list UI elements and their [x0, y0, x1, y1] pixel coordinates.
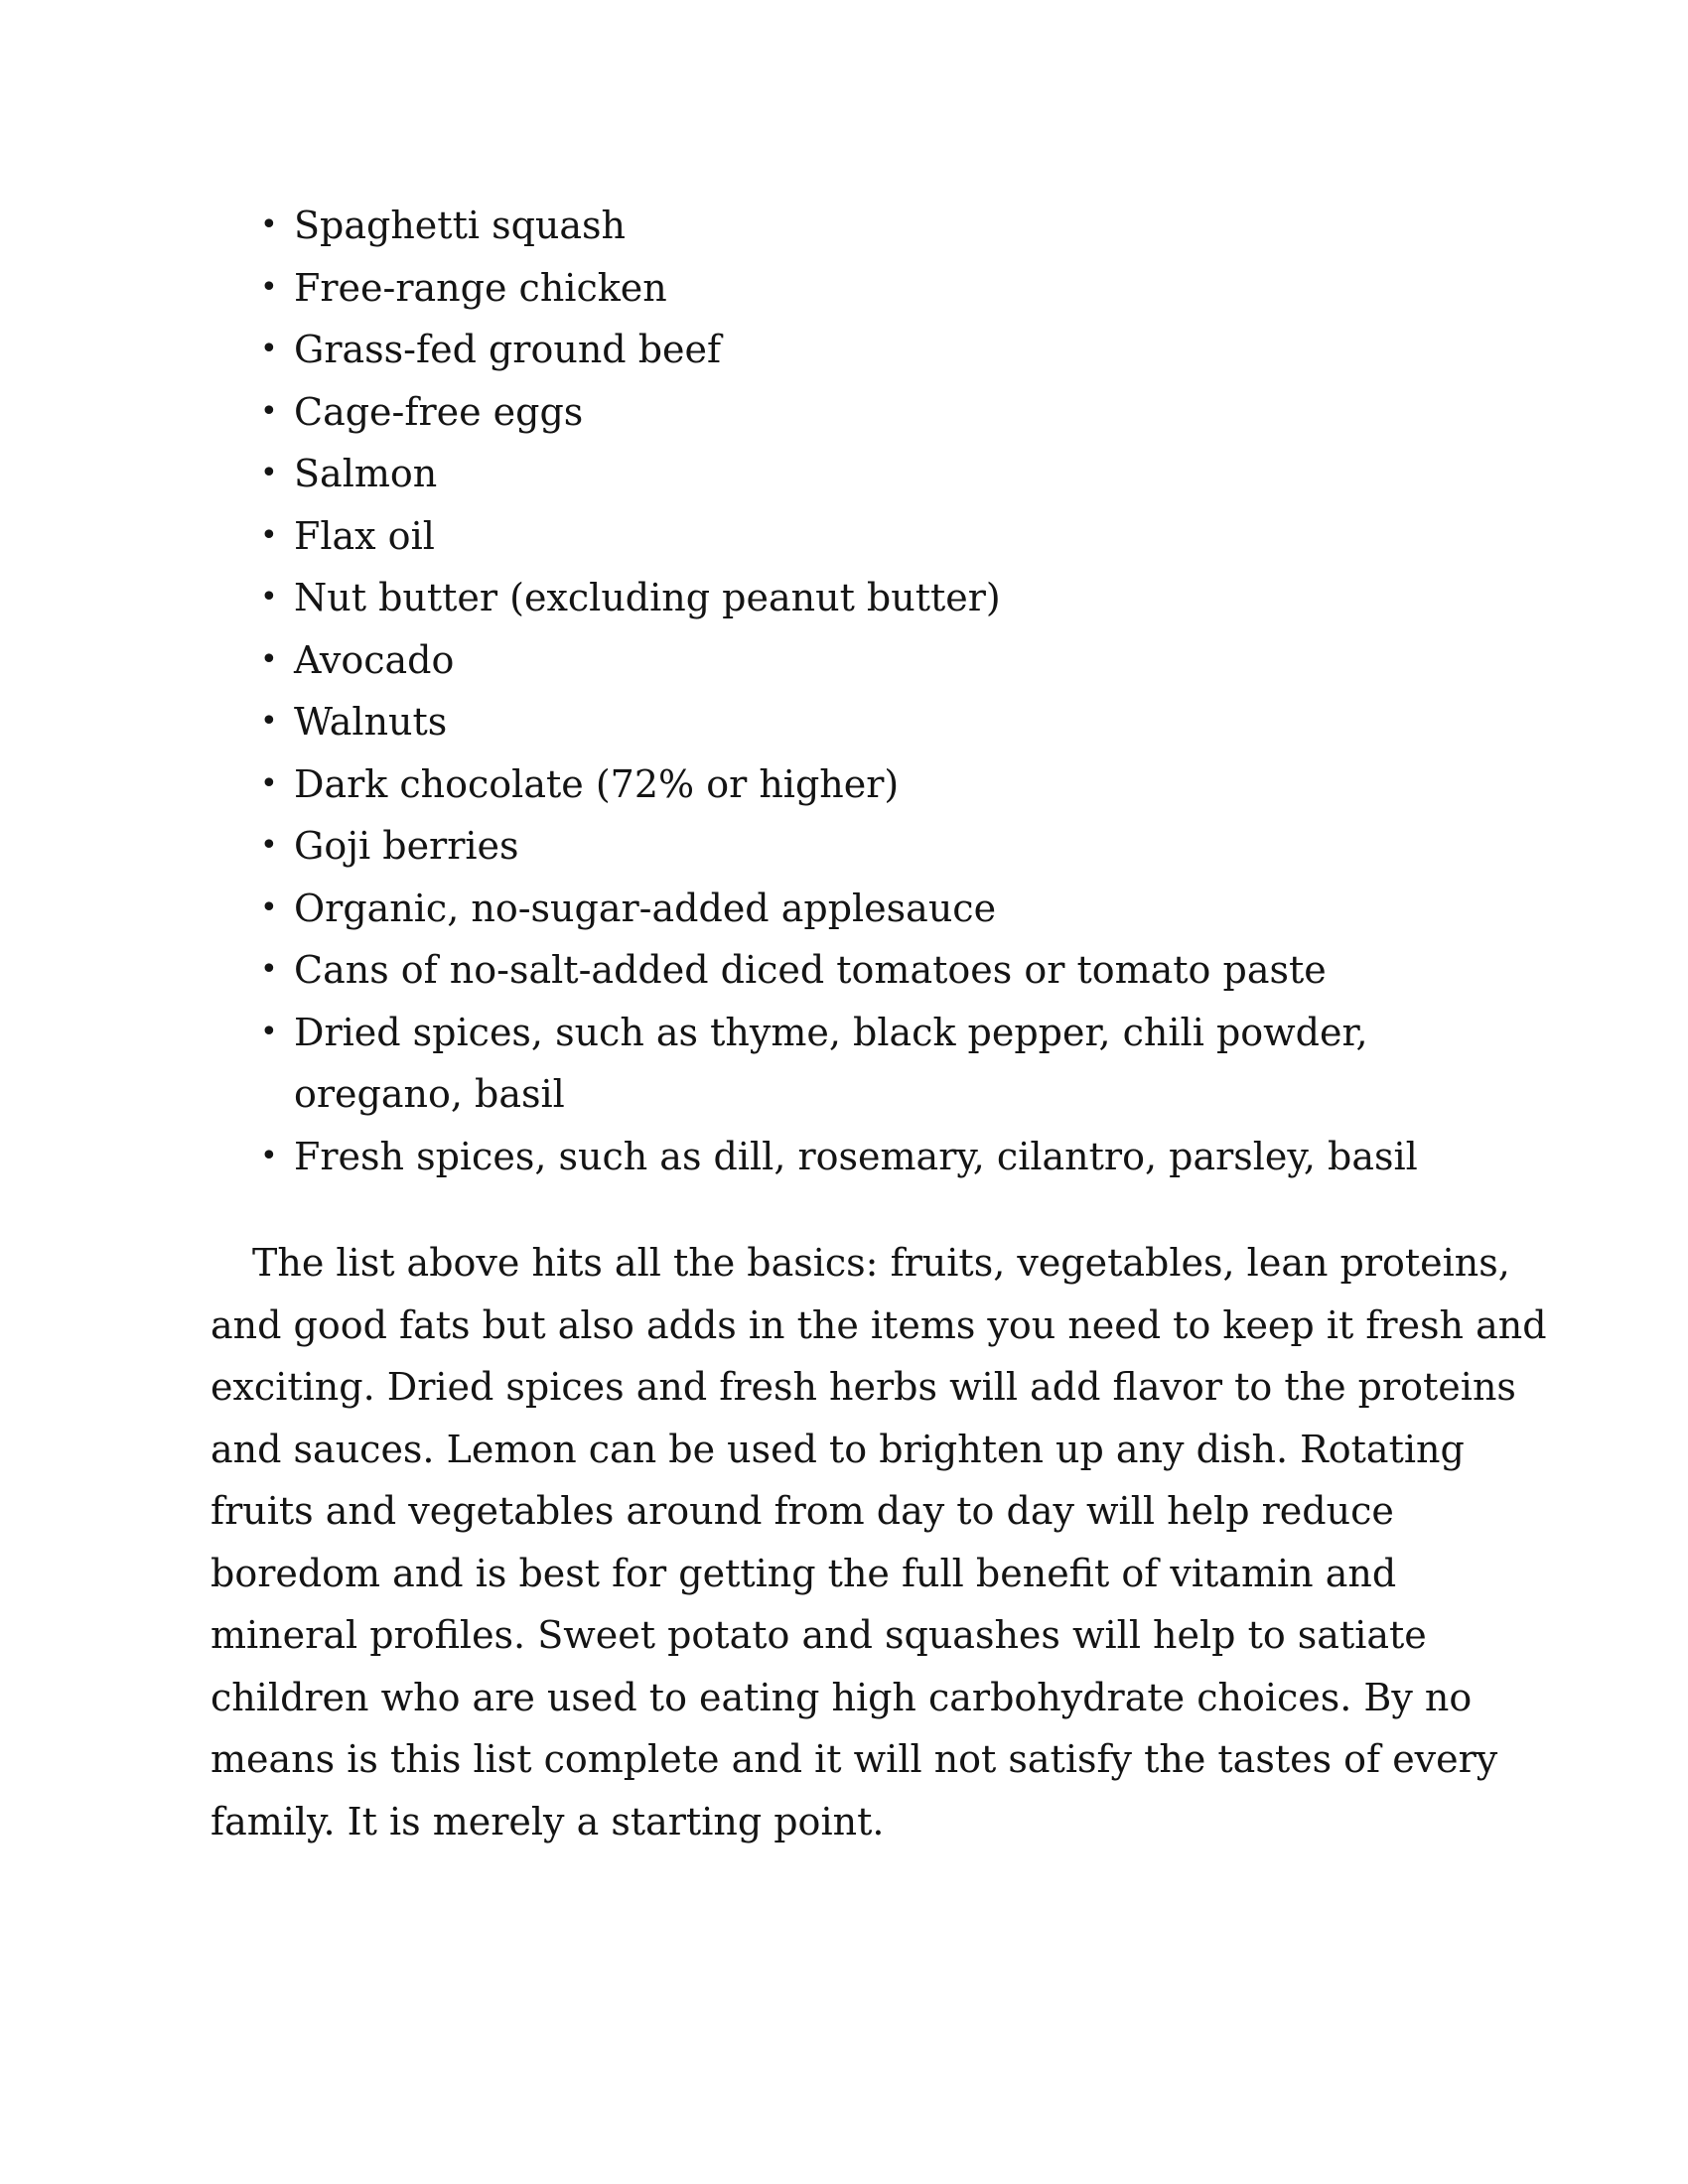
bullet-icon: •	[260, 580, 278, 614]
body-paragraph	[211, 1232, 1547, 1852]
paragraph-line: The list above hits all the basics: fruits, vegetables, lean proteins,	[252, 1241, 1510, 1285]
paragraph-line: means is this list complete and it will not satisfy the tastes of every	[211, 1737, 1498, 1781]
list-item-text: Salmon	[294, 452, 438, 495]
list-item	[260, 1002, 1515, 1126]
list-item-text: Grass-fed ground beef	[294, 328, 722, 371]
list-item-text: Flax oil	[294, 513, 435, 558]
list-item-text: Nut butter (excluding peanut butter)	[294, 576, 1001, 619]
bullet-icon: •	[260, 1014, 278, 1049]
list-item-text: Dark chocolate (72% or higher)	[294, 761, 900, 806]
list-item	[260, 629, 1515, 692]
bullet-icon: •	[260, 456, 278, 490]
paragraph-line: family. It is merely a starting point.	[211, 1799, 885, 1843]
bullet-icon: •	[260, 1138, 278, 1173]
bullet-icon: •	[260, 269, 278, 305]
bullet-icon: •	[260, 641, 278, 677]
list-item-text: Fresh spices, such as dill, rosemary, cilantro, parsley, basil	[294, 1134, 1418, 1178]
list-item-text: Cans of no-salt-added diced tomatoes or tomato paste	[294, 948, 1327, 992]
bullet-icon: •	[260, 952, 278, 987]
paragraph-line: boredom and is best for getting the full benefit of vitamin and	[211, 1551, 1397, 1595]
list-item	[260, 939, 1515, 1002]
paragraph-line: fruits and vegetables around from day to day will help reduce	[211, 1489, 1394, 1533]
list-item	[260, 257, 1515, 320]
list-item	[260, 878, 1515, 940]
list-item-text: Avocado	[294, 637, 455, 682]
bullet-icon: •	[260, 704, 278, 739]
bullet-icon: •	[260, 517, 278, 553]
bullet-icon: •	[260, 332, 278, 366]
list-item	[260, 505, 1515, 568]
list-item	[260, 381, 1515, 444]
list-item	[260, 195, 1515, 257]
list-item	[260, 753, 1515, 816]
list-item	[260, 567, 1515, 629]
paragraph-line: mineral profiles. Sweet potato and squashes will help to satiate	[211, 1613, 1427, 1657]
bullet-icon: •	[260, 207, 278, 242]
list-item-text: Goji berries	[294, 824, 519, 868]
list-item	[260, 691, 1515, 753]
list-item-text-line: Dried spices, such as thyme, black pepper, chili powder,	[294, 1010, 1368, 1054]
list-item-text: Walnuts	[294, 700, 448, 744]
list-item-text: Organic, no-sugar-added applesauce	[294, 886, 997, 930]
list-item	[260, 443, 1515, 505]
paragraph-line: and good fats but also adds in the items you need to keep it fresh and	[211, 1302, 1547, 1347]
bullet-icon: •	[260, 393, 278, 429]
bullet-icon: •	[260, 765, 278, 801]
list-item	[260, 1126, 1515, 1188]
list-item-text: Spaghetti squash	[294, 204, 627, 247]
list-item-text-line: oregano, basil	[294, 1072, 565, 1116]
paragraph-line: children who are used to eating high carbohydrate choices. By no	[211, 1675, 1473, 1719]
list-item	[260, 319, 1515, 381]
bullet-icon: •	[260, 889, 278, 925]
paragraph-line: exciting. Dried spices and fresh herbs will add flavor to the proteins	[211, 1365, 1516, 1409]
list-item	[260, 815, 1515, 878]
paragraph-line: and sauces. Lemon can be used to brighten up any dish. Rotating	[211, 1427, 1465, 1471]
shopping-list	[260, 195, 1515, 1187]
list-item-text: Free-range chicken	[294, 265, 667, 310]
bullet-icon: •	[260, 828, 278, 863]
list-item-text: Cage-free eggs	[294, 389, 584, 434]
